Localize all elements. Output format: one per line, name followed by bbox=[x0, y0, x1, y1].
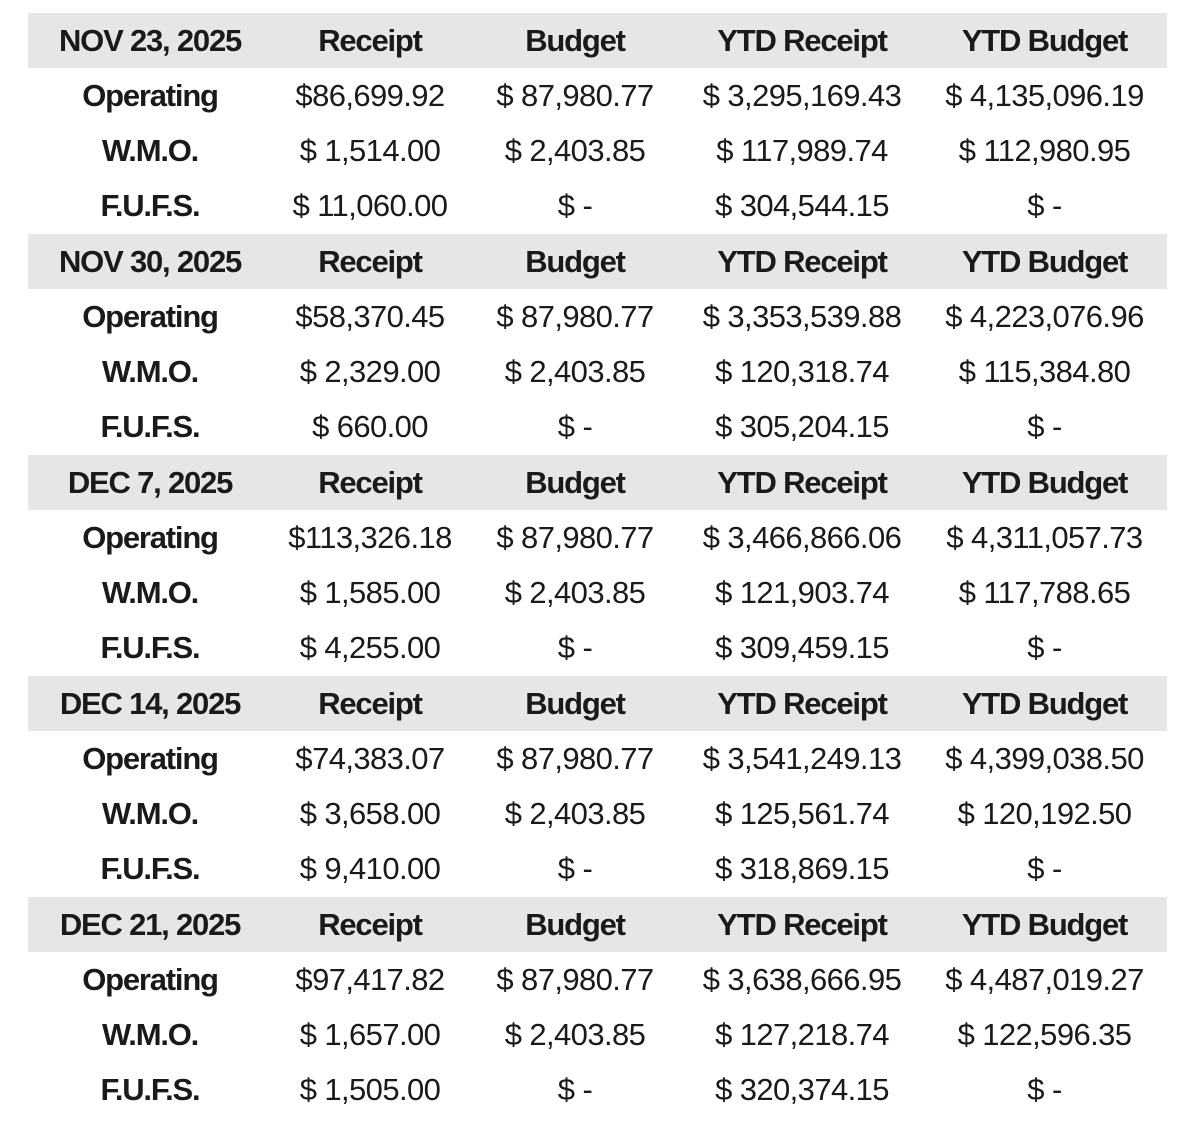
fund-row bbox=[28, 289, 1167, 344]
ytd-budget-column-header: YTD Budget bbox=[961, 686, 1128, 721]
ytd-receipt-value: $ 320,374.15 bbox=[715, 1072, 889, 1107]
budget-value: $ - bbox=[557, 188, 593, 223]
fund-label: Operating bbox=[82, 520, 218, 555]
receipt-value: $ 660.00 bbox=[312, 409, 428, 444]
fund-row bbox=[28, 952, 1167, 1007]
week-header-row bbox=[28, 897, 1167, 952]
ytd-receipt-column-header: YTD Receipt bbox=[717, 23, 887, 58]
ytd-budget-value: $ 4,487,019.27 bbox=[945, 962, 1144, 997]
fund-row bbox=[28, 510, 1167, 565]
receipt-value: $97,417.82 bbox=[295, 962, 445, 997]
week-header-row bbox=[28, 13, 1167, 68]
receipt-value: $86,699.92 bbox=[295, 78, 445, 113]
ytd-budget-value: $ 122,596.35 bbox=[957, 1017, 1132, 1052]
fund-label: W.M.O. bbox=[101, 796, 199, 831]
week-date: NOV 30, 2025 bbox=[58, 244, 242, 279]
fund-label: F.U.F.S. bbox=[100, 188, 200, 223]
ytd-receipt-value: $ 127,218.74 bbox=[715, 1017, 889, 1052]
ytd-receipt-value: $ 3,295,169.43 bbox=[702, 78, 902, 113]
budget-value: $ 2,403.85 bbox=[504, 133, 646, 168]
budget-value: $ 2,403.85 bbox=[504, 354, 646, 389]
week-date: DEC 14, 2025 bbox=[59, 686, 241, 721]
budget-value: $ 2,403.85 bbox=[504, 575, 646, 610]
receipt-column-header: Receipt bbox=[318, 23, 422, 58]
ytd-receipt-column-header: YTD Receipt bbox=[717, 465, 887, 500]
ytd-receipt-column-header: YTD Receipt bbox=[717, 244, 887, 279]
fund-row bbox=[28, 123, 1167, 178]
week-section bbox=[28, 676, 1167, 896]
fund-row bbox=[28, 344, 1167, 399]
ytd-receipt-value: $ 3,466,866.06 bbox=[702, 520, 902, 555]
budget-column-header: Budget bbox=[525, 465, 625, 500]
fund-label: W.M.O. bbox=[101, 1017, 199, 1052]
ytd-receipt-value: $ 318,869.15 bbox=[715, 851, 889, 886]
budget-value: $ 2,403.85 bbox=[504, 796, 646, 831]
fund-label: W.M.O. bbox=[101, 575, 199, 610]
budget-column-header: Budget bbox=[525, 244, 625, 279]
budget-value: $ 87,980.77 bbox=[496, 520, 654, 555]
fund-row bbox=[28, 68, 1167, 123]
ytd-receipt-value: $ 304,544.15 bbox=[715, 188, 889, 223]
budget-column-header: Budget bbox=[525, 907, 625, 942]
ytd-receipt-column-header: YTD Receipt bbox=[717, 907, 887, 942]
receipt-column-header: Receipt bbox=[318, 244, 422, 279]
ytd-receipt-value: $ 125,561.74 bbox=[715, 796, 889, 831]
receipt-value: $ 4,255.00 bbox=[299, 630, 441, 665]
ytd-receipt-value: $ 309,459.15 bbox=[715, 630, 889, 665]
ytd-budget-value: $ - bbox=[1027, 188, 1062, 223]
budget-value: $ 87,980.77 bbox=[496, 741, 654, 776]
ytd-receipt-value: $ 117,989.74 bbox=[716, 133, 888, 168]
ytd-budget-value: $ - bbox=[1027, 409, 1062, 444]
receipt-value: $ 1,505.00 bbox=[299, 1072, 441, 1107]
ytd-receipt-value: $ 3,638,666.95 bbox=[702, 962, 902, 997]
fund-label: F.U.F.S. bbox=[100, 630, 200, 665]
receipt-value: $113,326.18 bbox=[288, 520, 452, 555]
receipt-value: $ 9,410.00 bbox=[299, 851, 441, 886]
receipt-value: $ 1,585.00 bbox=[299, 575, 441, 610]
fund-label: F.U.F.S. bbox=[100, 409, 200, 444]
receipt-column-header: Receipt bbox=[318, 686, 422, 721]
week-date: DEC 7, 2025 bbox=[67, 465, 233, 500]
ytd-receipt-value: $ 120,318.74 bbox=[715, 354, 889, 389]
fund-row bbox=[28, 1007, 1167, 1062]
budget-value: $ 87,980.77 bbox=[496, 299, 654, 334]
receipt-value: $ 1,514.00 bbox=[299, 133, 441, 168]
fund-label: F.U.F.S. bbox=[100, 1072, 200, 1107]
fund-label: W.M.O. bbox=[101, 133, 199, 168]
ytd-budget-column-header: YTD Budget bbox=[961, 244, 1128, 279]
fund-row bbox=[28, 178, 1167, 233]
week-date: DEC 21, 2025 bbox=[59, 907, 241, 942]
fund-label: W.M.O. bbox=[101, 354, 199, 389]
ytd-budget-value: $ 115,384.80 bbox=[958, 354, 1131, 389]
receipt-value: $74,383.07 bbox=[295, 741, 445, 776]
ytd-budget-value: $ 120,192.50 bbox=[957, 796, 1132, 831]
receipt-value: $ 11,060.00 bbox=[292, 188, 448, 223]
ytd-budget-value: $ 4,223,076.96 bbox=[945, 299, 1144, 334]
receipt-value: $58,370.45 bbox=[295, 299, 445, 334]
ytd-receipt-value: $ 121,903.74 bbox=[715, 575, 889, 610]
week-section bbox=[28, 13, 1167, 233]
ytd-budget-value: $ - bbox=[1027, 851, 1062, 886]
ytd-receipt-value: $ 3,353,539.88 bbox=[702, 299, 902, 334]
receipt-value: $ 2,329.00 bbox=[299, 354, 441, 389]
fund-label: Operating bbox=[82, 78, 218, 113]
receipt-column-header: Receipt bbox=[318, 465, 422, 500]
fund-row bbox=[28, 1062, 1167, 1117]
fund-row bbox=[28, 565, 1167, 620]
fund-row bbox=[28, 841, 1167, 896]
ytd-budget-value: $ - bbox=[1027, 1072, 1062, 1107]
ytd-budget-value: $ 112,980.95 bbox=[958, 133, 1131, 168]
ytd-budget-value: $ 117,788.65 bbox=[958, 575, 1131, 610]
receipt-value: $ 1,657.00 bbox=[299, 1017, 441, 1052]
budget-value: $ 87,980.77 bbox=[496, 962, 654, 997]
ytd-budget-value: $ 4,399,038.50 bbox=[945, 741, 1144, 776]
receipt-column-header: Receipt bbox=[318, 907, 422, 942]
week-header-row bbox=[28, 676, 1167, 731]
fund-row bbox=[28, 620, 1167, 675]
fund-label: Operating bbox=[82, 741, 218, 776]
fund-row bbox=[28, 786, 1167, 841]
fund-label: Operating bbox=[82, 962, 218, 997]
ytd-budget-value: $ 4,135,096.19 bbox=[945, 78, 1144, 113]
ytd-budget-value: $ - bbox=[1027, 630, 1062, 665]
ytd-budget-column-header: YTD Budget bbox=[961, 907, 1128, 942]
budget-value: $ - bbox=[557, 630, 593, 665]
week-section bbox=[28, 897, 1167, 1117]
week-section bbox=[28, 234, 1167, 454]
budget-value: $ - bbox=[557, 1072, 593, 1107]
week-header-row bbox=[28, 234, 1167, 289]
budget-column-header: Budget bbox=[525, 686, 625, 721]
weekly-receipts-report bbox=[28, 13, 1167, 1117]
budget-value: $ - bbox=[557, 851, 593, 886]
ytd-budget-column-header: YTD Budget bbox=[961, 465, 1128, 500]
budget-value: $ 87,980.77 bbox=[496, 78, 654, 113]
budget-value: $ - bbox=[557, 409, 593, 444]
ytd-receipt-column-header: YTD Receipt bbox=[717, 686, 887, 721]
fund-label: F.U.F.S. bbox=[100, 851, 200, 886]
budget-value: $ 2,403.85 bbox=[504, 1017, 646, 1052]
week-section bbox=[28, 455, 1167, 675]
fund-row bbox=[28, 399, 1167, 454]
ytd-receipt-value: $ 3,541,249.13 bbox=[702, 741, 902, 776]
receipt-value: $ 3,658.00 bbox=[299, 796, 441, 831]
fund-label: Operating bbox=[82, 299, 218, 334]
budget-column-header: Budget bbox=[525, 23, 625, 58]
fund-row bbox=[28, 731, 1167, 786]
week-header-row bbox=[28, 455, 1167, 510]
ytd-receipt-value: $ 305,204.15 bbox=[715, 409, 889, 444]
week-date: NOV 23, 2025 bbox=[58, 23, 242, 58]
ytd-budget-value: $ 4,311,057.73 bbox=[946, 520, 1143, 555]
ytd-budget-column-header: YTD Budget bbox=[961, 23, 1128, 58]
